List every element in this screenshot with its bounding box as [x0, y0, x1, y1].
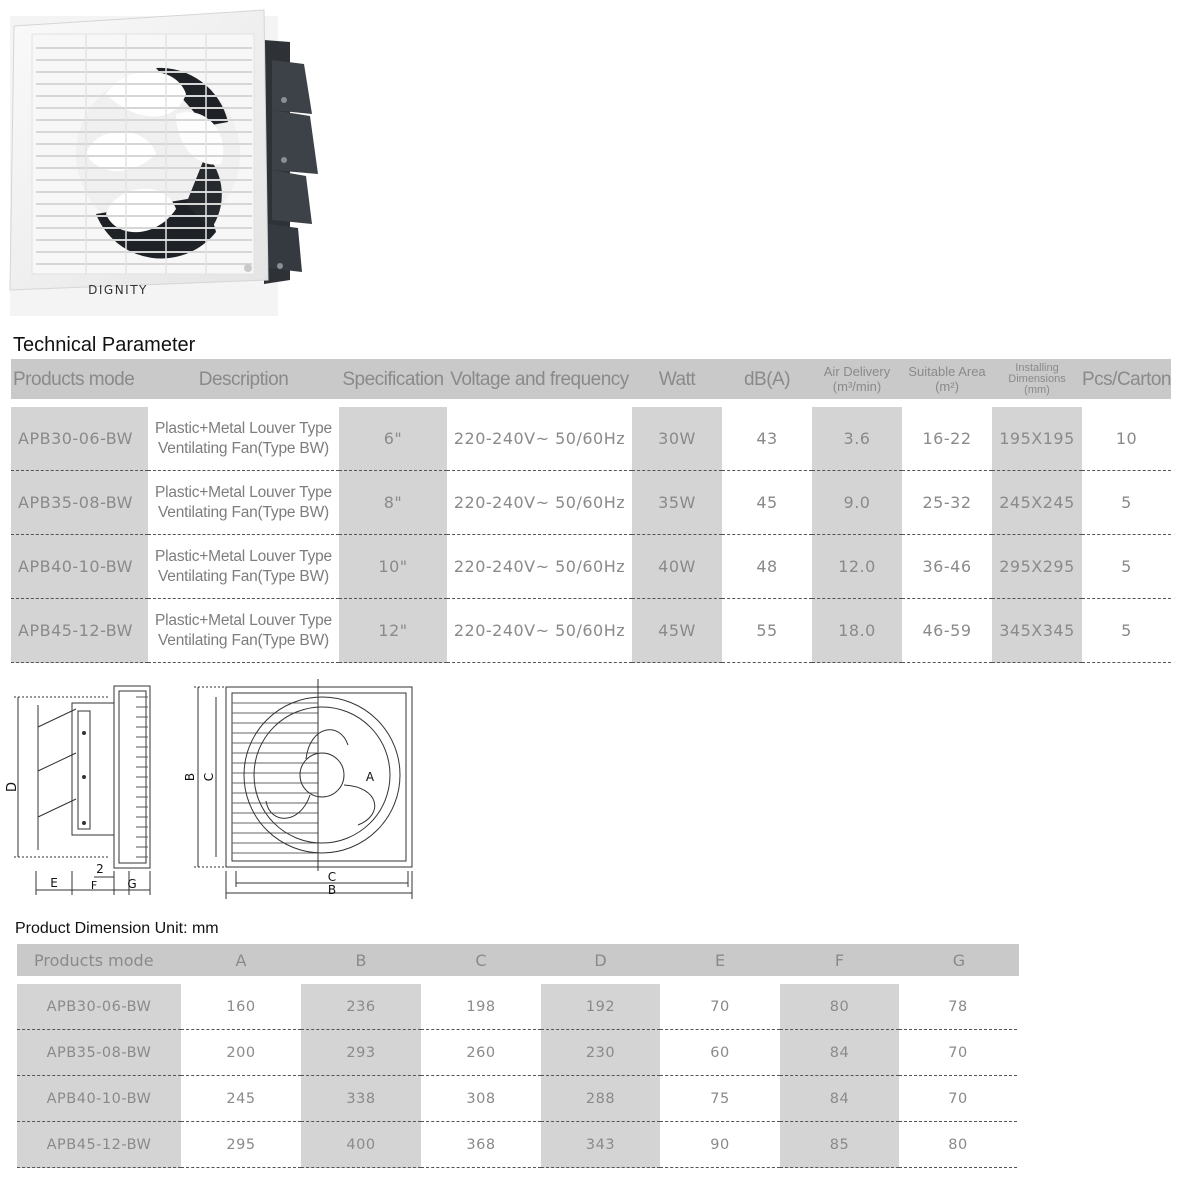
air-cell: 12.0	[812, 535, 902, 599]
model-cell: APB35-08-BW	[11, 471, 148, 535]
col-db: dB(A)	[743, 368, 791, 390]
label-g: G	[127, 877, 137, 891]
d-cell: 343	[541, 1122, 660, 1168]
col-c: C	[475, 950, 487, 970]
label-a: A	[365, 770, 375, 784]
install-cell: 295X295	[992, 535, 1082, 599]
watt-cell: 35W	[632, 471, 722, 535]
col-air-delivery	[812, 359, 902, 399]
db-cell: 43	[722, 407, 812, 471]
label-c-vertical: C	[202, 772, 216, 782]
a-cell: 200	[181, 1030, 301, 1076]
c-cell: 260	[421, 1030, 541, 1076]
table-row	[17, 1122, 1017, 1168]
watt-cell: 30W	[632, 407, 722, 471]
brand-logo: DIGNITY	[88, 283, 148, 297]
c-cell: 308	[421, 1076, 541, 1122]
a-cell: 160	[181, 984, 301, 1030]
b-cell: 338	[301, 1076, 421, 1122]
table-row	[11, 535, 1171, 599]
voltage-cell: 220-240V~ 50/60Hz	[447, 471, 632, 535]
col-a: A	[235, 950, 247, 970]
side-view	[14, 686, 150, 895]
db-cell: 55	[722, 599, 812, 663]
label-two: 2	[96, 862, 104, 876]
description-cell	[148, 535, 339, 599]
a-cell: 295	[181, 1122, 301, 1168]
spec-cell: 8"	[339, 471, 447, 535]
g-cell: 80	[899, 1122, 1017, 1168]
dimension-table-header	[17, 944, 1019, 976]
model-cell: APB30-06-BW	[17, 984, 181, 1030]
technical-parameter-title: Technical Parameter	[13, 334, 196, 356]
voltage-cell: 220-240V~ 50/60Hz	[447, 599, 632, 663]
col-voltage: Voltage and frequency	[450, 368, 629, 390]
col-products-mode: Products mode	[34, 950, 154, 970]
desc-line1: Plastic+Metal Louver Type	[155, 483, 332, 501]
install-line1: Installing	[1015, 361, 1059, 374]
area-line1: Suitable Area	[908, 364, 986, 379]
c-cell: 198	[421, 984, 541, 1030]
description-cell	[148, 407, 339, 471]
f-cell: 80	[780, 984, 899, 1030]
spec-cell: 6"	[339, 407, 447, 471]
model-cell: APB45-12-BW	[11, 599, 148, 663]
f-cell: 84	[780, 1076, 899, 1122]
e-cell: 90	[660, 1122, 780, 1168]
col-b: B	[355, 950, 367, 970]
desc-line2: Ventilating Fan(Type BW)	[158, 439, 329, 457]
table-row	[17, 984, 1017, 1030]
description-cell	[148, 599, 339, 663]
pcs-cell: 10	[1082, 407, 1171, 471]
d-cell: 192	[541, 984, 660, 1030]
b-cell: 400	[301, 1122, 421, 1168]
col-d: D	[594, 950, 607, 970]
desc-line2: Ventilating Fan(Type BW)	[158, 503, 329, 521]
label-e: E	[50, 876, 58, 890]
label-b-vertical: B	[183, 772, 197, 782]
pcs-cell: 5	[1082, 535, 1171, 599]
c-cell: 368	[421, 1122, 541, 1168]
col-suitable-area	[902, 359, 992, 399]
desc-line2: Ventilating Fan(Type BW)	[158, 631, 329, 649]
air-line1: Air Delivery	[823, 364, 891, 379]
technical-table	[11, 407, 1171, 663]
watt-cell: 40W	[632, 535, 722, 599]
technical-table-header	[11, 359, 1171, 399]
spec-cell: 12"	[339, 599, 447, 663]
table-row	[11, 599, 1171, 663]
f-cell: 85	[780, 1122, 899, 1168]
g-cell: 70	[899, 1030, 1017, 1076]
b-cell: 293	[301, 1030, 421, 1076]
dimension-drawing	[5, 675, 420, 910]
col-f: F	[834, 950, 845, 970]
install-cell: 345X345	[992, 599, 1082, 663]
desc-line2: Ventilating Fan(Type BW)	[158, 567, 329, 585]
f-cell: 84	[780, 1030, 899, 1076]
e-cell: 60	[660, 1030, 780, 1076]
model-cell: APB40-10-BW	[11, 535, 148, 599]
db-cell: 45	[722, 471, 812, 535]
model-cell: APB35-08-BW	[17, 1030, 181, 1076]
product-image	[6, 4, 324, 322]
g-cell: 78	[899, 984, 1017, 1030]
air-line2: (m³/min)	[832, 379, 882, 394]
area-cell: 25-32	[902, 471, 992, 535]
g-cell: 70	[899, 1076, 1017, 1122]
table-row	[17, 1076, 1017, 1122]
col-description: Description	[198, 368, 289, 390]
pcs-cell: 5	[1082, 599, 1171, 663]
col-g: G	[952, 950, 966, 970]
d-cell: 230	[541, 1030, 660, 1076]
col-installing-dimensions	[992, 359, 1082, 399]
e-cell: 75	[660, 1076, 780, 1122]
pcs-cell: 5	[1082, 471, 1171, 535]
table-row	[17, 1030, 1017, 1076]
install-line2: Dimensions	[1008, 372, 1066, 385]
desc-line1: Plastic+Metal Louver Type	[155, 419, 332, 437]
area-cell: 36-46	[902, 535, 992, 599]
desc-line1: Plastic+Metal Louver Type	[155, 547, 332, 565]
col-e: E	[714, 950, 726, 970]
b-cell: 236	[301, 984, 421, 1030]
col-watt: Watt	[658, 368, 696, 390]
spec-cell: 10"	[339, 535, 447, 599]
area-line2: (m²)	[935, 379, 959, 394]
db-cell: 48	[722, 535, 812, 599]
a-cell: 245	[181, 1076, 301, 1122]
description-cell	[148, 471, 339, 535]
air-cell: 3.6	[812, 407, 902, 471]
label-f: F	[90, 879, 98, 892]
model-cell: APB40-10-BW	[17, 1076, 181, 1122]
area-cell: 46-59	[902, 599, 992, 663]
table-row	[11, 407, 1171, 471]
air-cell: 9.0	[812, 471, 902, 535]
dimension-table	[17, 984, 1017, 1168]
air-cell: 18.0	[812, 599, 902, 663]
voltage-cell: 220-240V~ 50/60Hz	[447, 535, 632, 599]
table-row	[11, 471, 1171, 535]
desc-line1: Plastic+Metal Louver Type	[155, 611, 332, 629]
install-line3: (mm)	[1024, 383, 1050, 396]
product-dimension-title: Product Dimension Unit: mm	[15, 920, 219, 937]
front-view	[194, 679, 412, 899]
model-cell: APB45-12-BW	[17, 1122, 181, 1168]
col-specification: Specification	[342, 368, 444, 390]
label-b-horizontal: B	[327, 883, 337, 897]
label-c-horizontal: C	[327, 870, 337, 884]
voltage-cell: 220-240V~ 50/60Hz	[447, 407, 632, 471]
model-cell: APB30-06-BW	[11, 407, 148, 471]
col-pcs-carton: Pcs/Carton	[1082, 368, 1171, 390]
d-cell: 288	[541, 1076, 660, 1122]
watt-cell: 45W	[632, 599, 722, 663]
label-d: D	[5, 781, 20, 793]
e-cell: 70	[660, 984, 780, 1030]
col-products-mode: Products mode	[13, 368, 135, 390]
install-cell: 195X195	[992, 407, 1082, 471]
area-cell: 16-22	[902, 407, 992, 471]
install-cell: 245X245	[992, 471, 1082, 535]
